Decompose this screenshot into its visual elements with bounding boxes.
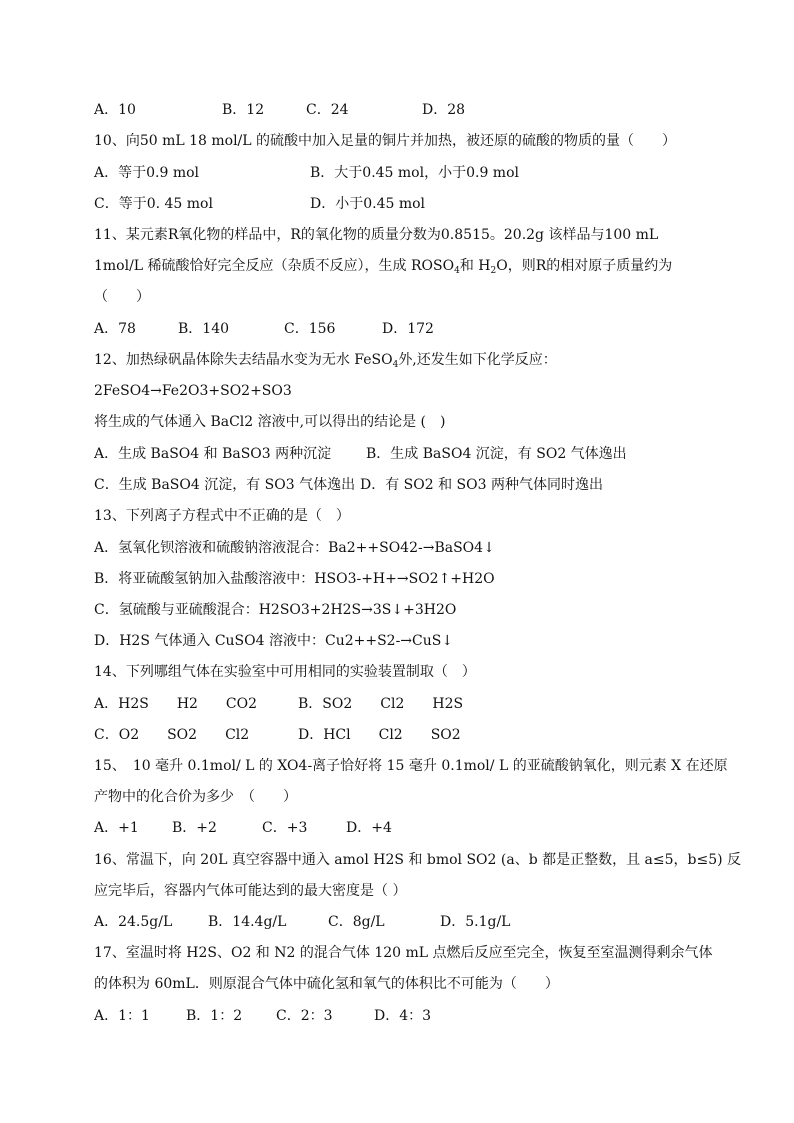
q11-stem-line3: （ ） [94, 289, 150, 305]
q14-stem: 14、下列哪组气体在实验室中可用相同的实验装置制取（ ） [94, 664, 476, 680]
q16-option-d: D．5.1g/L [440, 914, 511, 930]
q14-option-d: D．HCl Cl2 SO2 [298, 727, 461, 743]
q14-option-b: B．SO2 Cl2 H2S [298, 696, 464, 712]
q13-stem: 13、下列离子方程式中不正确的是（ ） [94, 508, 350, 524]
q9-option-a: A．10 [94, 102, 136, 118]
q17-stem-line1: 17、室温时将 H2S、O2 和 N2 的混合气体 120 mL 点燃后反应至完全，恢复至室温测得剩余气体 [94, 945, 713, 961]
q15-option-c: C．+3 [262, 820, 308, 836]
q10-option-a: A．等于0.9 mol [94, 165, 200, 181]
q9-option-c: C．24 [306, 102, 349, 118]
q12-equation: 2FeSO4→Fe2O3+SO2+SO3 [94, 383, 292, 399]
q16-option-c: C．8g/L [328, 914, 385, 930]
q12-stem: 12、加热绿矾晶体除失去结晶水变为无水 FeSO$_4$外,还发生如下化学反应： [94, 352, 557, 370]
q13-option-c: C．氢硫酸与亚硫酸混合：H2SO3+2H2S→3S↓+3H2O [94, 602, 457, 618]
q13-option-d: D．H2S 气体通入 CuSO4 溶液中：Cu2++S2-→CuS↓ [94, 633, 454, 649]
q16-stem-line2: 应完毕后，容器内气体可能达到的最大密度是（ ） [94, 883, 407, 899]
q17-option-b: B．1：2 [186, 1008, 243, 1024]
q17-option-c: C．2：3 [276, 1008, 333, 1024]
q12-option-b: B．生成 BaSO4 沉淀，有 SO2 气体逸出 [366, 446, 627, 462]
q12-option-d: D．有 SO2 和 SO3 两种气体同时逸出 [360, 477, 603, 493]
q12-option-c: C．生成 BaSO4 沉淀，有 SO3 气体逸出 [94, 477, 356, 493]
q11-option-d: D．172 [382, 321, 434, 337]
q11-option-a: A．78 [94, 321, 136, 337]
q15-option-b: B．+2 [172, 820, 217, 836]
q17-option-a: A．1：1 [94, 1008, 150, 1024]
q17-stem-line2: 的体积为 60mL．则原混合气体中硫化氢和氧气的体积比不可能为（ ） [94, 976, 559, 992]
q12-option-a: A．生成 BaSO4 和 BaSO3 两种沉淀 [94, 446, 332, 462]
q16-option-a: A．24.5g/L [94, 914, 173, 930]
q9-option-b: B．12 [222, 102, 265, 118]
q16-stem-line1: 16、常温下，向 20L 真空容器中通入 amol H2S 和 bmol SO2 (a、b 都是正整数，且 a≤5，b≤5) 反 [94, 852, 742, 868]
q11-stem-line2: 1mol/L 稀硫酸恰好完全反应（杂质不反应），生成 $ROSO_4$和 $H_2O$，则R的相对原子质量约为 [94, 258, 673, 276]
q9-option-d: D．28 [422, 102, 466, 118]
q13-option-b: B．将亚硫酸氢钠加入盐酸溶液中：HSO3-+H+→SO2↑+H2O [94, 571, 495, 587]
q10-option-c: C．等于0. 45 mol [94, 196, 213, 212]
q15-option-a: A．+1 [94, 820, 139, 836]
q14-option-c: C．O2 SO2 Cl2 [94, 727, 250, 743]
q12-stem2: 将生成的气体通入 BaCl2 溶液中,可以得出的结论是 ( ) [94, 414, 446, 430]
q13-option-a: A．氢氧化钡溶液和硫酸钠溶液混合：Ba2++SO42-→BaSO4↓ [94, 540, 495, 556]
q17-option-d: D．4：3 [374, 1008, 432, 1024]
q15-stem-line1: 15、 10 毫升 0.1mol/ L 的 XO4-离子恰好将 15 毫升 0.1mol/ L 的亚硫酸钠氧化，则元素 X 在还原 [94, 758, 728, 774]
q11-stem-line1: 11、某元素R氧化物的样品中，R的氧化物的质量分数为0.8515。20.2g 该样品与100 mL [94, 227, 659, 243]
q15-option-d: D．+4 [346, 820, 392, 836]
q11-option-b: B．140 [178, 321, 230, 337]
q15-stem-line2: 产物中的化合价为多少 （ ） [94, 789, 297, 805]
q10-option-d: D．小于0.45 mol [310, 196, 426, 212]
q10-option-b: B．大于0.45 mol，小于0.9 mol [310, 165, 519, 181]
q14-option-a: A．H2S H2 CO2 [94, 696, 258, 712]
q11-option-c: C．156 [284, 321, 336, 337]
q16-option-b: B．14.4g/L [208, 914, 287, 930]
q10-stem: 10、向50 mL 18 mol/L 的硫酸中加入足量的铜片并加热，被还原的硫酸的物质的量（ ） [94, 133, 677, 149]
